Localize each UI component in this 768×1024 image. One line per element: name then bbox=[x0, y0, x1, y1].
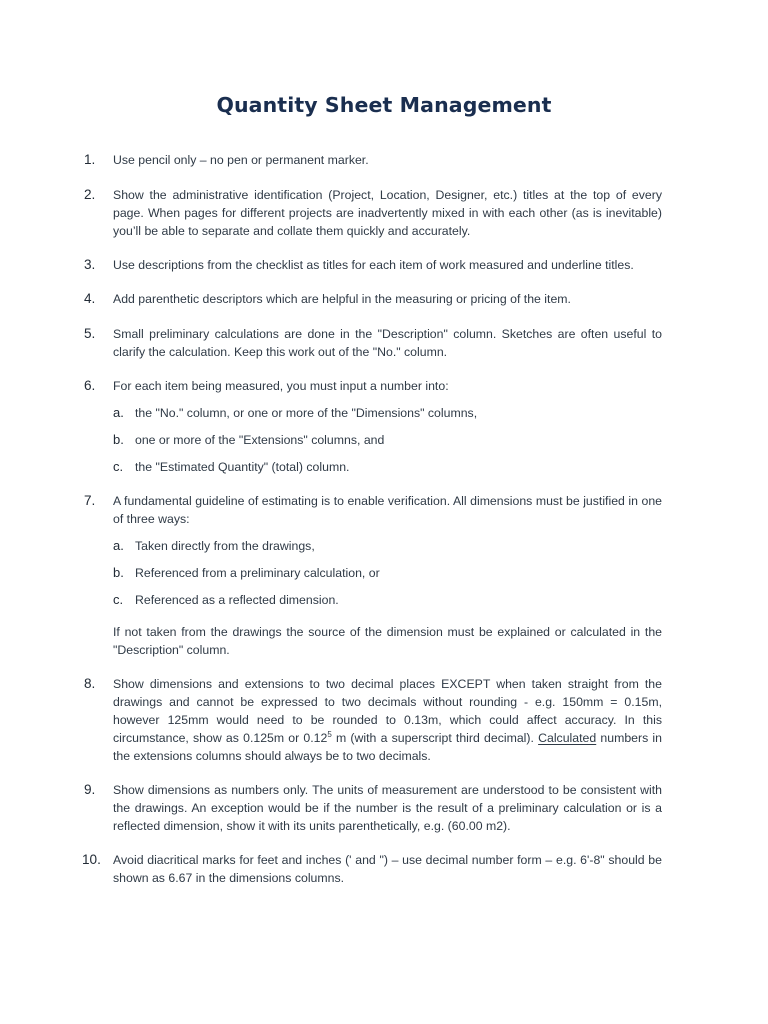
sub-item-a bbox=[113, 404, 662, 422]
item-number: 2. bbox=[84, 187, 96, 202]
list-item-5 bbox=[84, 325, 662, 361]
item-text: Small preliminary calculations are done in the "Description" column. Sketches are often useful to clarify the calculation. Keep this work out of the "No." column. bbox=[113, 327, 662, 359]
sub-item-text: Referenced from a preliminary calculation, or bbox=[135, 566, 380, 580]
list-item-1 bbox=[84, 151, 662, 169]
sub-item-letter: b. bbox=[113, 565, 124, 580]
sub-item-letter: a. bbox=[113, 538, 124, 553]
page-title: Quantity Sheet Management bbox=[216, 93, 552, 117]
item-text: Avoid diacritical marks for feet and inches (' and ") – use decimal number form – e.g. 6'-8" should be shown as 6.67 in the dimensions columns. bbox=[113, 853, 662, 885]
item-text: Use pencil only – no pen or permanent marker. bbox=[113, 153, 369, 167]
sub-item-b bbox=[113, 431, 662, 449]
list-item-2 bbox=[84, 186, 662, 240]
sub-item-letter: c. bbox=[113, 592, 124, 607]
sub-item-text: one or more of the "Extensions" columns, and bbox=[135, 433, 385, 447]
list-item-10 bbox=[84, 851, 662, 887]
sub-item-c bbox=[113, 591, 662, 609]
sub-item-text: the "No." column, or one or more of the "Dimensions" columns, bbox=[135, 406, 478, 420]
item-text: Add parenthetic descriptors which are helpful in the measuring or pricing of the item. bbox=[113, 292, 571, 306]
sub-item-text: Taken directly from the drawings, bbox=[135, 539, 315, 553]
list-item-8 bbox=[84, 675, 662, 765]
sub-item-letter: a. bbox=[113, 405, 124, 420]
sub-item-text: the "Estimated Quantity" (total) column. bbox=[135, 460, 350, 474]
superscript-digit: 5 bbox=[327, 729, 332, 739]
item-text-part: m (with a superscript third decimal). bbox=[331, 731, 539, 745]
item-text: A fundamental guideline of estimating is to enable verification. All dimensions must be justified in one of three ways: bbox=[113, 494, 662, 526]
item-number: 4. bbox=[84, 291, 96, 306]
sub-item-text: Referenced as a reflected dimension. bbox=[135, 593, 339, 607]
sub-item-b bbox=[113, 564, 662, 582]
list-item-4 bbox=[84, 290, 662, 308]
list-item-6 bbox=[84, 377, 662, 476]
item-text-part: Show dimensions and extensions to two decimal places EXCEPT when taken straight from the drawings and cannot be expressed to two decimals without rounding - e.g. 150mm = 0.15m, however 125mm would need to be rounded to 0.13m, which could affect accuracy. In this circumstance, show as 0.125m or 0.12 bbox=[113, 677, 662, 745]
item-text: For each item being measured, you must input a number into: bbox=[113, 379, 449, 393]
item-text: Show dimensions as numbers only. The units of measurement are understood to be consistent with the drawings. An exception would be if the number is the result of a preliminary calculation or is a reflected dimension, show it with its units parenthetically, e.g. (60.00 m2). bbox=[113, 783, 662, 833]
sub-item-a bbox=[113, 537, 662, 555]
item-note: If not taken from the drawings the source of the dimension must be explained or calculated in the "Description" column. bbox=[113, 625, 662, 657]
underlined-word: Calculated bbox=[538, 731, 597, 745]
item-number: 3. bbox=[84, 257, 96, 272]
sub-item-c bbox=[113, 458, 662, 476]
item-text bbox=[113, 675, 662, 765]
sub-item-letter: b. bbox=[113, 432, 124, 447]
item-number: 6. bbox=[84, 378, 96, 393]
item-number: 1. bbox=[84, 152, 96, 167]
item-text: Use descriptions from the checklist as titles for each item of work measured and underline titles. bbox=[113, 258, 634, 272]
item-number: 5. bbox=[84, 326, 96, 341]
list-item-9 bbox=[84, 781, 662, 835]
item-text: Show the administrative identification (Project, Location, Designer, etc.) titles at the top of every page. When pages for different projects are inadvertently mixed in with each other (as is inevitable) you’ll be able to separate and collate them quickly and accurately. bbox=[113, 188, 662, 238]
item-text-part: numbers in the extensions columns should always be to two decimals. bbox=[113, 731, 663, 763]
list-item-3 bbox=[84, 256, 662, 274]
item-number: 8. bbox=[84, 676, 96, 691]
sub-item-letter: c. bbox=[113, 459, 124, 474]
list-item-7 bbox=[84, 492, 662, 659]
item-number: 7. bbox=[84, 493, 96, 508]
item-number: 10. bbox=[82, 852, 101, 867]
item-number: 9. bbox=[84, 782, 96, 797]
guidelines-list bbox=[84, 151, 662, 887]
